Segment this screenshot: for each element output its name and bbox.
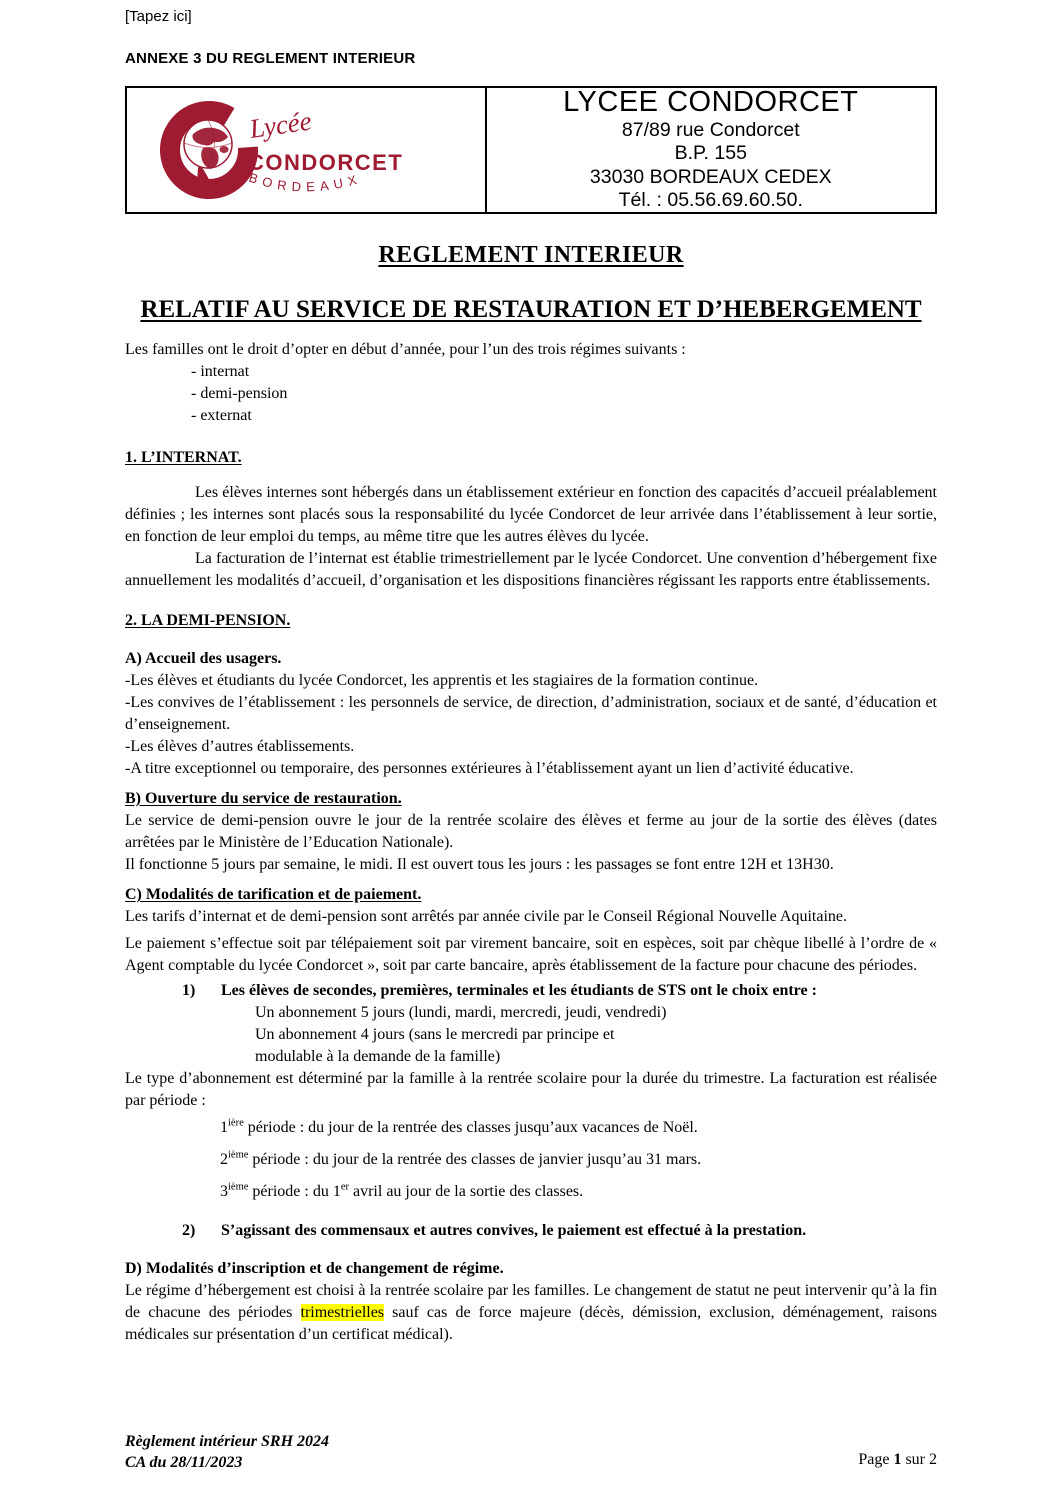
usagers-item: -A titre exceptionnel ou temporaire, des personnes extérieures à l’établissement ayant un lien d’activité éducative.	[125, 760, 854, 777]
regime-option-externat: - externat	[191, 407, 252, 424]
section-1-paragraph-1: Les élèves internes sont hébergés dans un établissement extérieur en fonction des capacités d’accueil préalablement définies ; les internes sont placés sous la responsabilité du lycée Condorcet de leur arrivée dans l’établissement à leur sortie, en fonction de leur emploi du temps, au même titre que les autres élèves du lycée.	[125, 484, 937, 545]
school-header-box	[125, 86, 937, 214]
changement-regime-paragraph: Le régime d’hébergement est choisi à la rentrée scolaire par les familles. Le changement de statut ne peut intervenir qu’à la fin de chacune des périodes trimestrielles sauf cas de force majeure (décès, démission, exclusion, déménagement, raisons médicales sur présentation d’un certificat médical).	[125, 1282, 937, 1343]
usagers-item: -Les élèves et étudiants du lycée Condorcet, les apprentis et les stagiaires de la formation continue.	[125, 672, 759, 689]
tarification-paragraph-1: Les tarifs d’internat et de demi-pension sont arrêtés par année civile par le Conseil Régional Nouvelle Aquitaine.	[125, 908, 847, 925]
highlighted-word: trimestrielles	[300, 1304, 385, 1321]
facturation-paragraph: Le type d’abonnement est déterminé par la famille à la rentrée scolaire pour la durée du trimestre. La facturation est réalisée par période :	[125, 1070, 937, 1109]
school-logo	[127, 88, 487, 212]
subsection-b-heading: B) Ouverture du service de restauration.	[125, 790, 402, 807]
subtitle: RELATIF AU SERVICE DE RESTAURATION ET D’HEBERGEMENT	[140, 296, 922, 323]
footer-doc-title: Règlement intérieur SRH 2024	[125, 1433, 330, 1450]
numbered-item-2: 2) S’agissant des commensaux et autres convives, le paiement est effectué à la prestation.	[182, 1222, 807, 1239]
section-2-heading: 2. LA DEMI-PENSION.	[125, 612, 291, 629]
abonnement-5-jours: Un abonnement 5 jours (lundi, mardi, mercredi, jeudi, vendredi)	[255, 1004, 667, 1021]
subsection-a-heading: A) Accueil des usagers.	[125, 650, 282, 667]
main-title: REGLEMENT INTERIEUR	[378, 242, 684, 268]
school-name: LYCEE CONDORCET	[563, 85, 859, 118]
annexe-title: ANNEXE 3 DU REGLEMENT INTERIEUR	[125, 50, 416, 67]
abonnement-modulable: modulable à la demande de la famille)	[255, 1048, 501, 1065]
footer-document-info	[125, 1431, 329, 1473]
school-address-block	[487, 85, 935, 212]
tarification-paragraph-2: Le paiement s’effectue soit par télépaiement soit par virement bancaire, soit en espèces, soit par chèque libellé à l’ordre de « Agent comptable du lycée Condorcet », soit par carte bancaire, après établissement de la facture pour chacune des périodes.	[125, 935, 937, 974]
abonnement-4-jours: Un abonnement 4 jours (sans le mercredi par principe et	[255, 1026, 615, 1043]
usagers-item: -Les élèves d’autres établissements.	[125, 738, 355, 755]
periode-3: 3ième période : du 1er avril au jour de la sortie des classes.	[220, 1181, 584, 1200]
type-here-placeholder: [Tapez ici]	[125, 8, 192, 25]
regime-option-demi-pension: - demi-pension	[191, 385, 288, 402]
usagers-item: -Les convives de l’établissement : les personnels de service, de direction, d’administration, sociaux et de santé, d’éducation et d’enseignement.	[125, 694, 937, 733]
section-1-heading: 1. L’INTERNAT.	[125, 449, 242, 466]
subsection-d-heading: D) Modalités d’inscription et de changement de régime.	[125, 1260, 504, 1277]
page-number: Page 1 sur 2	[858, 1451, 937, 1468]
logo-script-text: Lycée	[247, 105, 314, 144]
ouverture-paragraph-2: Il fonctionne 5 jours par semaine, le midi. Il est ouvert tous les jours : les passages se font entre 12H et 13H30.	[125, 856, 834, 873]
address-line-street: 87/89 rue Condorcet	[621, 118, 800, 141]
periode-2: 2ième période : du jour de la rentrée des classes de janvier jusqu’au 31 mars.	[220, 1149, 702, 1168]
regime-option-internat: - internat	[191, 363, 250, 380]
periode-1: $1^{ière}$ période : du jour de la rentrée des classes jusqu’aux vacances de Noël.	[220, 1117, 698, 1136]
ouverture-paragraph-1: Le service de demi-pension ouvre le jour de la rentrée scolaire des élèves et ferme au jour de la sortie des élèves (dates arrêtées par le Ministère de l’Education Nationale).	[125, 812, 937, 851]
logo-name-text: CONDORCET	[247, 150, 404, 175]
subsection-c-heading: C) Modalités de tarification et de paiement.	[125, 886, 422, 903]
logo-city-text: BORDEAUX	[246, 169, 364, 195]
intro-lead: Les familles ont le droit d’opter en début d’année, pour l’un des trois régimes suivants :	[125, 341, 686, 358]
numbered-item-1: 1) Les élèves de secondes, premières, terminales et les étudiants de STS ont le choix entre :	[182, 982, 817, 999]
address-line-city: 33030 BORDEAUX CEDEX	[589, 165, 832, 188]
section-1-paragraph-2: La facturation de l’internat est établie trimestriellement par le lycée Condorcet. Une convention d’hébergement fixe annuellement les modalités d’accueil, d’organisation et les dispositions financières régissant les rapports entre établissements.	[125, 550, 937, 589]
address-line-bp: B.P. 155	[674, 142, 747, 164]
footer-ca-date: CA du 28/11/2023	[125, 1454, 243, 1471]
lycee-condorcet-logo-icon	[151, 91, 461, 209]
address-line-phone: Tél. : 05.56.69.60.50.	[618, 189, 803, 211]
